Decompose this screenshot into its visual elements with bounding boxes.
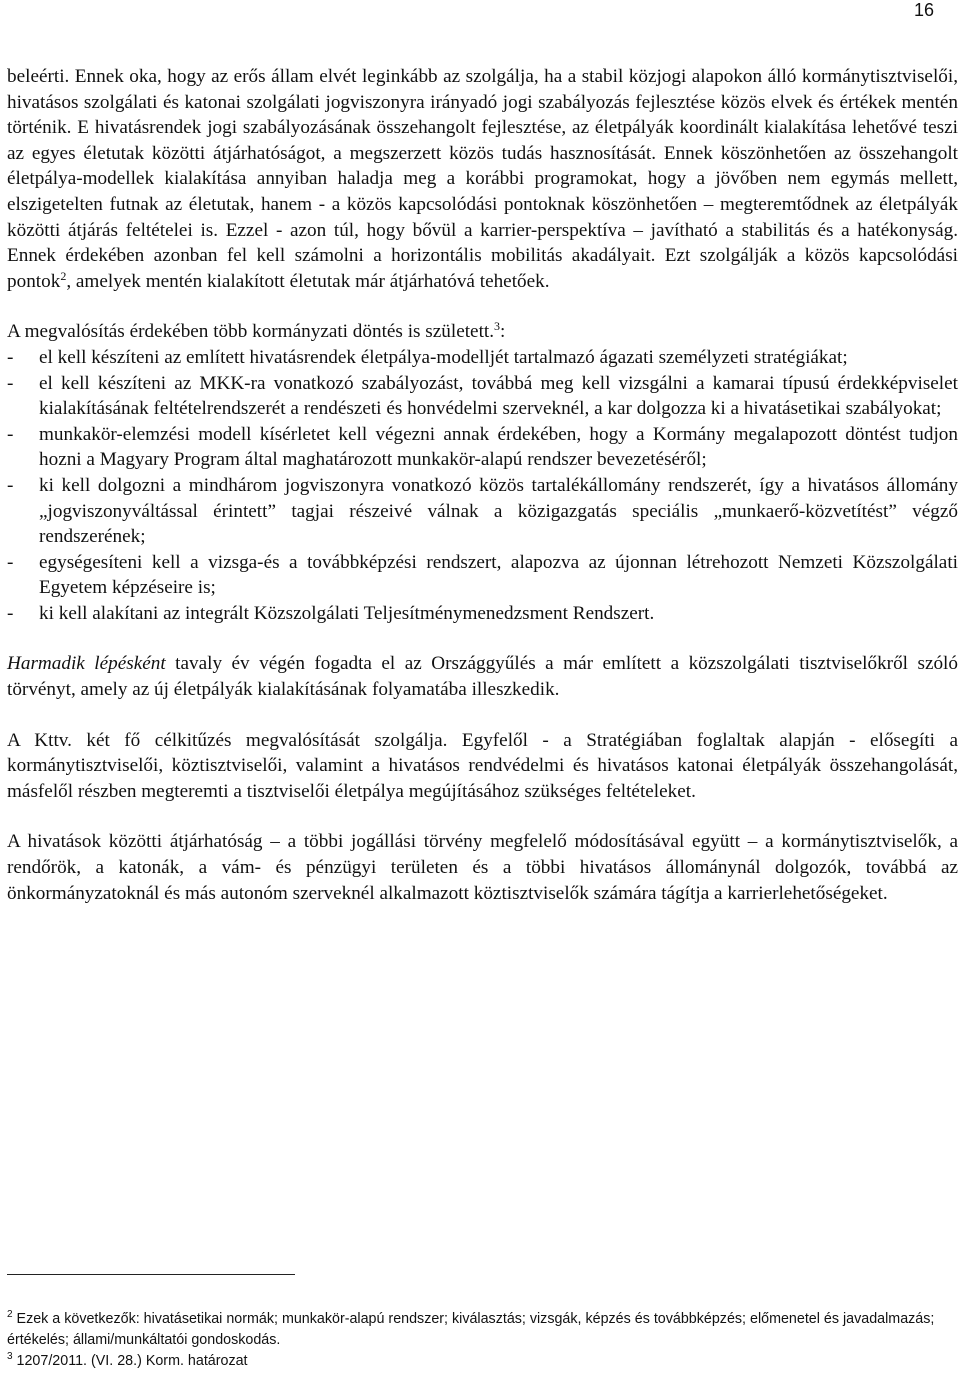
paragraph-3-italic: Harmadik lépésként [7, 653, 166, 675]
list-item-text: munkakör-elemzési modell kísérletet kell végezni annak érdekében, hogy a Kormány megalapozott döntést tudjon hozni a Magyary Program által maghatározott munkakör-alapú rendszer bevezetéséről; [39, 423, 958, 471]
footnote-2 [7, 1309, 958, 1351]
measures-list [7, 345, 958, 627]
footnote-number: 3 [7, 1351, 13, 1362]
list-item [7, 345, 958, 371]
list-item-text: el kell készíteni az említett hivatásrendek életpálya-modelljét tartalmazó ágazati személyzeti stratégiákat; [39, 346, 848, 368]
list-item [7, 601, 958, 627]
list-dash: - [7, 346, 14, 368]
list-item-text: el kell készíteni az MKK-ra vonatkozó szabályozást, továbbá meg kell vizsgálni a kamarai típusú érdekképviselet kialakításának feltételrendszerét a rendészeti és honvédelmi szerveknél, a kar dolgozza ki a hivatásetikai szabályokat; [39, 372, 958, 420]
page-number: 16 [913, 0, 934, 20]
footnote-3 [7, 1351, 958, 1372]
list-item [7, 550, 958, 601]
list-item [7, 473, 958, 550]
list-dash: - [7, 423, 14, 445]
paragraph-5: A hivatások közötti átjárhatóság – a többi jogállási törvény megfelelő módosításával együtt – a kormánytisztviselők, a rendőrök, a katonák, a vám- és pénzügyi területen és a többi hivatásos állománynál dolgozók, továbbá az önkormányzatoknál és más autonóm szerveknél alkalmazott köztisztviselők számára tágítja a karrierlehetőségeket. [7, 831, 958, 904]
paragraph-2 [7, 319, 958, 345]
footnote-separator [7, 1274, 295, 1275]
paragraph-4: A Kttv. két fő célkitűzés megvalósítását szolgálja. Egyfelől - a Stratégiában foglaltak alapján - elősegíti a kormánytisztviselői, köztisztviselői, valamint a hivatásos rendvédelmi és hivatásos katonai életpályák összehangolását, másfelől részben megteremti a tisztviselői életpálya megújításához szükséges feltételeket. [7, 729, 958, 802]
paragraph-1 [7, 64, 958, 294]
paragraph-3 [7, 651, 958, 702]
list-item-text: ki kell alakítani az integrált Közszolgálati Teljesítménymenedzsment Rendszert. [39, 602, 655, 624]
paragraph-2-tail: : [500, 321, 506, 343]
list-dash: - [7, 372, 14, 394]
paragraph-2-text: A megvalósítás érdekében több kormányzati döntés is született. [7, 321, 495, 343]
footnote-ref-2: 2 [60, 268, 67, 283]
main-content [7, 64, 958, 906]
footnote-text: 1207/2011. (VI. 28.) Korm. határozat [12, 1353, 248, 1369]
footnote-number: 2 [7, 1309, 13, 1320]
footnotes [7, 1309, 958, 1372]
paragraph-1-tail: , amelyek mentén kialakított életutak már átjárhatóvá tehetőek. [66, 270, 550, 292]
list-dash: - [7, 551, 14, 573]
footnote-ref-3: 3 [494, 319, 501, 334]
list-item-text: egységesíteni kell a vizsga-és a továbbképzési rendszert, alapozva az újonnan létrehozott Nemzeti Közszolgálati Egyetem képzéseire is; [39, 551, 958, 599]
list-dash: - [7, 474, 14, 496]
list-item [7, 422, 958, 473]
list-item-text: ki kell dolgozni a mindhárom jogviszonyra vonatkozó közös tartalékállomány rendszerét, így a hivatásos állomány „jogviszonyváltással érintett” tagjai részeivé válnak a közigazgatás speciális „munkaerő-közvetítést” végző rendszerének; [39, 474, 958, 548]
list-dash: - [7, 602, 14, 624]
paragraph-3-text: tavaly év végén fogadta el az Országgyűlés a már említett a közszolgálati tisztviselőkről szóló törvényt, amely az új életpályák kialakításának folyamatába illeszkedik. [7, 653, 958, 701]
list-item [7, 371, 958, 422]
footnote-text: Ezek a következők: hivatásetikai normák; munkakör-alapú rendszer; kiválasztás; vizsgák, képzés és továbbképzés; előmenetel és javadalmazás; értékelés; állami/munkáltatói gondoskodás. [7, 1311, 935, 1348]
paragraph-1-text: beleérti. Ennek oka, hogy az erős állam elvét leginkább az szolgálja, ha a stabil közjogi alapokon álló kormánytisztviselői, hivatásos szolgálati és katonai szolgálati jogviszonyra irányadó jogi szabályozás fejlesztése közös elvek és értékek mentén történik. E hivatásrendek jogi szabályozásának összehangolt fejlesztése, az életpályák koordinált kialakítása lehetővé teszi az egyes életutak közötti átjárhatóságot, a megszerzett közös tudás hasznosítását. Ennek köszönhetően az összehangolt életpálya-modellek kialakítása annyiban haladja meg a korábbi programokat, hogy a jövőben nem egymás mellett, elszigetelten futnak az életutak, hanem - a közös kapcsolódási pontoknak köszönhetően – megteremtődnek az életpályák közötti átjárás feltételei is. Ezzel - azon túl, hogy bővül a karrier-perspektíva – javítható a stabilitás és a hatékonyság. Ennek érdekében azonban fel kell számolni a horizontális mobilitás akadályait. Ezt szolgálják a közös kapcsolódási pontok [7, 66, 958, 292]
